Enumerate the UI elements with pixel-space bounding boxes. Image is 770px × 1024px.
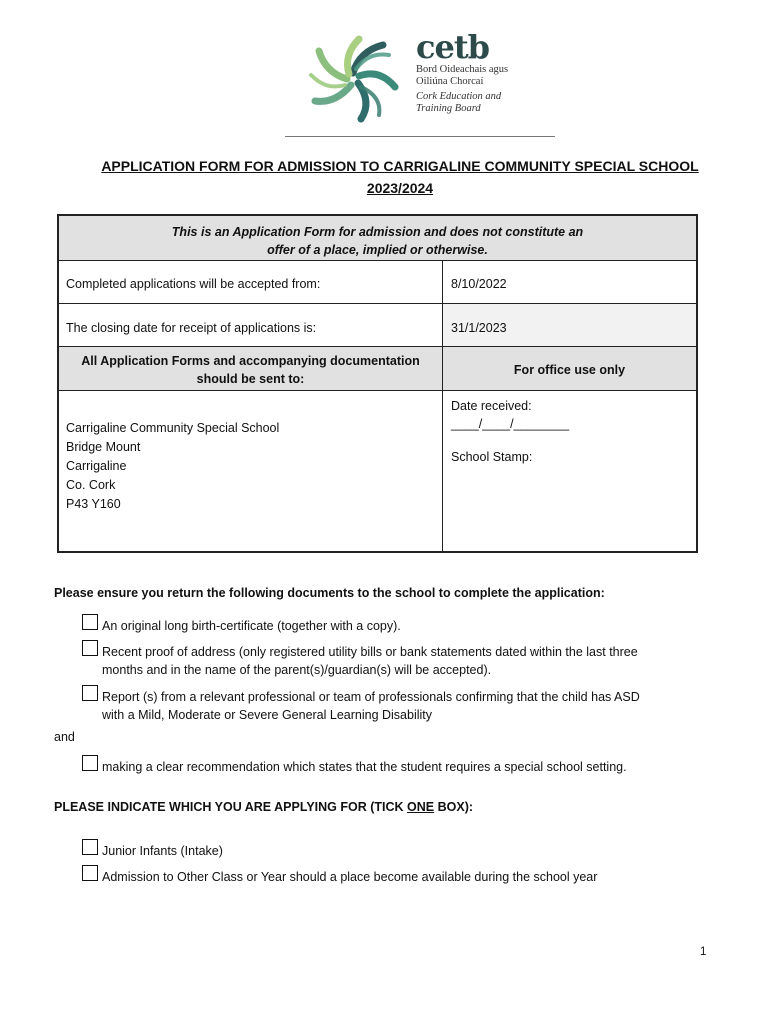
application-info-table bbox=[57, 214, 698, 553]
address-line: Bridge Mount bbox=[66, 440, 141, 454]
send-to-header-line-2: should be sent to: bbox=[196, 372, 305, 386]
cetb-logo bbox=[303, 30, 513, 125]
office-use-header: For office use only bbox=[443, 347, 696, 391]
date-received-label: Date received: bbox=[451, 399, 532, 413]
notice-cell bbox=[59, 216, 696, 261]
logo-irish-line-1: Bord Oideachais agus bbox=[416, 64, 509, 75]
junior-infants-checkbox[interactable] bbox=[82, 839, 98, 855]
professional-report-checkbox[interactable] bbox=[82, 685, 98, 701]
form-title-line-2: 2023/2024 bbox=[366, 180, 434, 196]
address-line: Co. Cork bbox=[66, 478, 116, 492]
send-to-header-line-1: All Application Forms and accompanying documentation bbox=[81, 354, 420, 368]
accepted-from-value: 8/10/2022 bbox=[443, 261, 696, 304]
birth-certificate-text: An original long birth-certificate (together with a copy). bbox=[102, 619, 401, 633]
cetb-swirl-icon bbox=[303, 34, 403, 124]
accepted-from-label: Completed applications will be accepted from: bbox=[59, 261, 443, 304]
proof-of-address-text-1: Recent proof of address (only registered utility bills or bank statements dated within the last three bbox=[102, 645, 638, 659]
and-label: and bbox=[54, 730, 75, 744]
proof-of-address-checkbox[interactable] bbox=[82, 640, 98, 656]
form-title bbox=[40, 155, 760, 199]
other-class-text: Admission to Other Class or Year should a place become available during the school year bbox=[102, 870, 598, 884]
header-divider bbox=[285, 136, 555, 137]
birth-certificate-checkbox[interactable] bbox=[82, 614, 98, 630]
address-line: Carrigaline bbox=[66, 459, 127, 473]
school-address bbox=[59, 391, 443, 551]
recommendation-checkbox[interactable] bbox=[82, 755, 98, 771]
applying-heading bbox=[54, 798, 473, 816]
logo-irish-line-2: Oiliúna Chorcaí bbox=[416, 76, 484, 87]
date-received-field[interactable]: ____/____/________ bbox=[451, 417, 570, 431]
applying-heading-start: PLEASE INDICATE WHICH YOU ARE APPLYING FOR (TICK bbox=[54, 800, 408, 814]
professional-report-text-1: Report (s) from a relevant professional or team of professionals confirming that the child has ASD bbox=[102, 690, 640, 704]
address-line: Carrigaline Community Special School bbox=[66, 421, 280, 435]
address-line: P43 Y160 bbox=[66, 497, 121, 511]
logo-english-line-1: Cork Education and bbox=[416, 91, 502, 102]
logo-text bbox=[416, 30, 508, 115]
closing-date-value: 31/1/2023 bbox=[443, 304, 696, 347]
school-stamp-label: School Stamp: bbox=[451, 450, 533, 464]
form-title-line-1: APPLICATION FORM FOR ADMISSION TO CARRIGALINE COMMUNITY SPECIAL SCHOOL bbox=[101, 158, 699, 174]
proof-of-address-text-2: months and in the name of the parent(s)/guardian(s) will be accepted). bbox=[102, 663, 492, 677]
notice-line-2: offer of a place, implied or otherwise. bbox=[267, 243, 488, 257]
send-to-header bbox=[59, 347, 443, 391]
office-use-cell bbox=[443, 391, 696, 551]
other-class-checkbox[interactable] bbox=[82, 865, 98, 881]
recommendation-text: making a clear recommendation which states that the student requires a special school setting. bbox=[102, 760, 627, 774]
junior-infants-text: Junior Infants (Intake) bbox=[102, 844, 223, 858]
applying-heading-emphasis: ONE bbox=[407, 800, 435, 814]
logo-english-line-2: Training Board bbox=[416, 103, 481, 114]
documents-heading: Please ensure you return the following documents to the school to complete the application: bbox=[54, 586, 605, 600]
notice-line-1: This is an Application Form for admission and does not constitute an bbox=[171, 225, 584, 239]
applying-heading-end: BOX): bbox=[434, 800, 474, 814]
page-number: 1 bbox=[700, 946, 707, 958]
professional-report-text-2: with a Mild, Moderate or Severe General Learning Disability bbox=[102, 708, 433, 722]
logo-wordmark: cetb bbox=[416, 28, 489, 66]
closing-date-label: The closing date for receipt of applications is: bbox=[59, 304, 443, 347]
